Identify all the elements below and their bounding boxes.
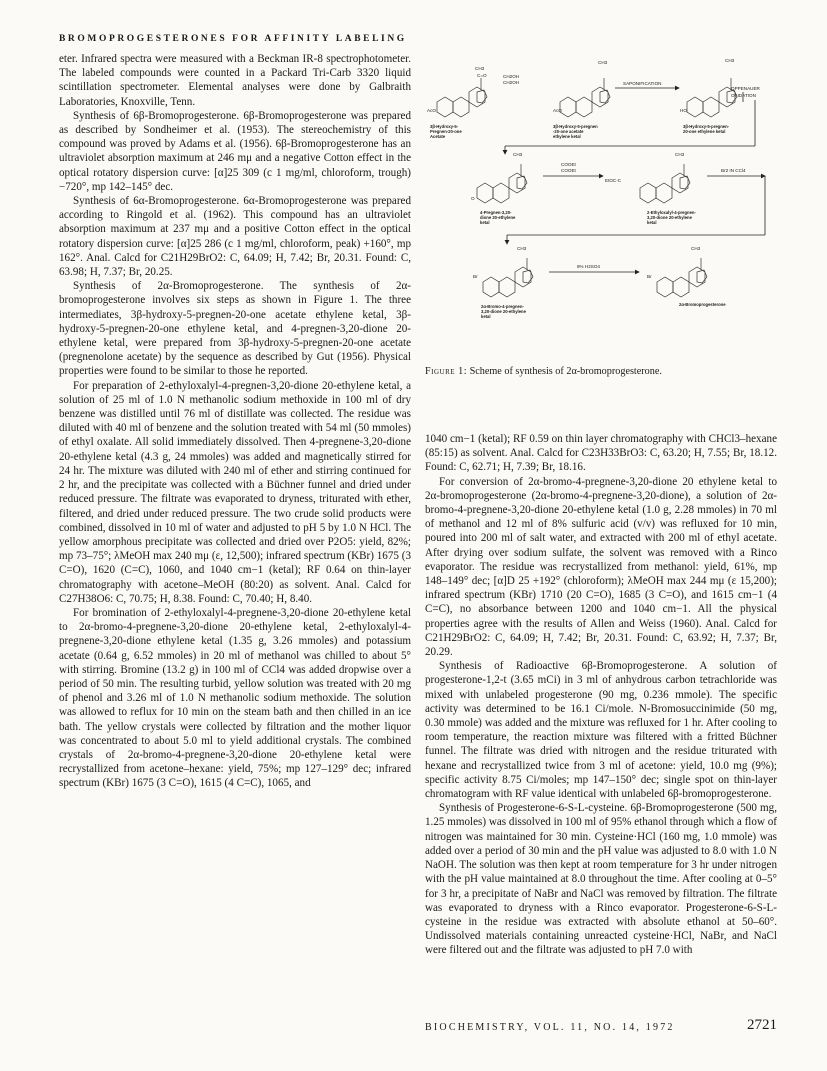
aco-label: AcO <box>427 108 436 113</box>
compound-1-structure <box>427 66 487 139</box>
compound-4-name-line: dione 20-ethylene <box>480 215 516 220</box>
compound-5-name-line: 2-Ethyloxalyl-4-pregnen- <box>647 210 696 215</box>
page-footer <box>425 1017 777 1033</box>
ch3-label: CH3 <box>691 246 701 251</box>
aco-label: AcO <box>553 108 562 113</box>
reagent-oxalate-1: COOEt <box>561 162 576 167</box>
paragraph: For conversion of 2α-bromo-4-pregnene-3,20-dione 20 ethylene ketal to 2α-bromoprogesterone (2α-bromo-4-pregnene-3,20-dione), a solution of 2α-bromo-4-pregnene-3,20-dione 20-ethylene ketal (1.0 g, 2.28 mmoles) in 70 ml of methanol and 12 ml of 8% sulfuric acid (v/v) was refluxed for 10 min, poured into 200 ml of salt water, and extracted with 200 ml of ethyl acetate. After drying over sodium sulfate, the solvent was removed with a Rinco evaporator. The residue was recrystallized from methanol: yield, 61%, mp 148–149° dec; [α]D 25 +192° (chloroform); λMeOH max 244 mμ (ε 15,200); infrared spectrum (KBr) 1710 (20 C=O), 1685 (3 C=O), and 1615 cm−1 (4 C=C), no absorbance between 1200 and 1040 cm−1. All the physical properties agree with the results of Allen and Weiss (1960). Anal. Calcd for C21H29BrO2: C, 64.09; H, 7.42; Br, 20.31. Found: C, 63.92; H, 7.37; Br, 20.29. <box>425 475 777 659</box>
left-column <box>59 52 411 791</box>
compound-6-name-line: ketal <box>481 314 491 319</box>
co-label: C=O <box>477 73 487 78</box>
br-label: Br <box>647 274 652 279</box>
compound-1-name-line: Pregnen-20-one <box>430 129 462 134</box>
paragraph: eter. Infrared spectra were measured with a Beckman IR-8 spectrophotometer. The labeled compounds were counted in a Packard Tri-Carb 3320 liquid scintillation spectrometer. Elemental analyses were done by Galbraith Laboratories, Knoxville, Tenn. <box>59 53 411 108</box>
ch3-label: CH3 <box>675 152 685 157</box>
paragraph: Synthesis of Radioactive 6β-Bromoprogesterone. A solution of progesterone-1,2-t (3.65 mCi) in 3 ml of anhydrous carbon tetrachloride was mixed with unlabeled progesterone (90 mg, 0.236 mmole). The specific activity was determined to be 16.1 Ci/mole. N-Bromosuccinimide (50 mg, 0.30 mmole) was added and the mixture was refluxed for 1 hr. After cooling to room temperature, the reaction mixture was filtered with a fritted Büchner funnel. The filtrate was dried with nitrogen and the residue triturated with hexane and recrystallized twice from 3 ml of acetone: yield, 10.0 mg (9%); specific activity 8.75 Ci/moles; mp 147–150° dec; single spot on thin-layer chromatogram with RF value identical with unlabeled 6β-bromoprogesterone. <box>425 660 777 801</box>
running-head: BROMOPROGESTERONES FOR AFFINITY LABELING <box>59 34 407 44</box>
paragraph: Synthesis of 6β-Bromoprogesterone. 6β-Bromoprogesterone was prepared as described by Sondheimer et al. (1953). The stereochemistry of this compound was proved by Adams et al. (1956). 6β-Bromoprogesterone has an ultraviolet absorption maximum at 246 mμ and a negative Cotton effect in the optical rotatory dispersion curve: [α]25 309 (c 1 mg/ml, chloroform, trough) −720°, mp 142–145° dec. <box>59 109 411 193</box>
paragraph: For preparation of 2-ethyloxalyl-4-pregnen-3,20-dione 20-ethylene ketal, a solution of 25 ml of 1.0 N methanolic sodium methoxide in 100 ml of dry benzene was distilled until 76 ml of distillate was collected. The residue was diluted with 40 ml of benzene and the solution treated with 54 ml (50 mmoles) of ethyl oxalate. All solid immediately dissolved. Then 4-pregnene-3,20-dione 20-ethylene ketal (4.3 g, 24 mmoles) was added and magnetically stirred for 24 hr. The mixture was diluted with 240 ml of ether and stirring continued for 2 hr, and the precipitate was collected with a Büchner funnel and dried under reduced pressure. The filtrate was evaporated to dryness, triturated with ether, filtered, and dried under reduced pressure. The two crude solid products were combined, dissolved in 10 ml of water and adjusted to pH 5 by 1.0 N HCl. The yellow amorphous precipitate was collected and dried over P2O5: yield, 82%; mp 73–75°; λMeOH max 240 mμ (ε, 12,500); infrared spectrum (KBr) 1675 (3 C=O), 1620 (C=C), 1060, and 1040 cm−1 (ketal); RF 0.64 on thin-layer chromatography with acetone–MeOH (80:20) as solvent. Anal. Calcd for C27H38O6: C, 70.75; H, 8.38. Found: C, 70.40; H, 8.40. <box>59 379 411 605</box>
compound-2-name-line: ethylene ketal <box>553 134 581 139</box>
ho-label: HO <box>680 108 687 113</box>
compound-4-name-line: 4-Pregnen-3,20- <box>480 210 512 215</box>
compound-3-name-line: 20-one ethylene ketal <box>683 129 726 134</box>
compound-2-name-line: 3β-Hydroxy-5-pregnen <box>553 124 598 129</box>
compound-2-name-line: -20-one acetate <box>553 129 584 134</box>
reagent-saponification: SAPONIFICATION <box>623 81 662 86</box>
compound-3-structure <box>680 58 737 134</box>
reagent-glycol-2: CH2OH <box>503 80 520 85</box>
ch3-label: CH3 <box>725 58 735 63</box>
figure-label: Figure 1: <box>425 366 468 377</box>
journal-citation: BIOCHEMISTRY, VOL. 11, NO. 14, 1972 <box>425 1022 675 1033</box>
ch3-label: CH3 <box>517 246 527 251</box>
compound-6-name-line: 3,20-dione 20-ethylene <box>481 309 526 314</box>
compound-6-name-line: 2α-Bromo-4-pregnen- <box>481 304 524 309</box>
compound-1-name-line: 3β-Hydroxy-5- <box>430 124 459 129</box>
reagent-oxalate-2: COOEt <box>561 168 576 173</box>
compound-5-name-line: ketal <box>647 220 657 225</box>
ch3-label: CH3 <box>513 152 523 157</box>
right-column <box>425 432 777 958</box>
o-label: O <box>471 196 475 201</box>
page-number: 2721 <box>747 1017 777 1033</box>
paragraph: For bromination of 2-ethyloxalyl-4-pregnene-3,20-dione 20-ethylene ketal to 2α-bromo-4-pregnene-3,20-dione 20-ethylene ketal, 2-ethyloxalyl-4-pregnene-3,20-dione ethylene ketal (1.35 g, 3.26 mmoles) and potassium acetate (0.64 g, 6.52 mmoles) in 20 ml of methanol was chilled to about 5° with stirring. Bromine (13.2 g) in 100 ml of CCl4 was added dropwise over a period of 50 min. The resulting turbid, yellow solution was treated with 20 mg of phenol and 3.26 ml of 1.0 N methanolic sodium methoxide. The solution was allowed to reflux for 10 min on the steam bath and then chilled in an ice bath. The yellow crystals were collected by filtration and the mother liquor was concentrated to about 5.0 ml to yield additional crystals. The combined crystals of 2α-bromo-4-pregnene-3,20-dione 20-ethylene ketal were recrystallized from acetone–hexane: yield, 75%; mp 127–129° dec; infrared spectrum (KBr) 1675 (3 C=O), 1615 (4 C=C), 1065, and <box>59 606 411 790</box>
reagent-bromine: Br2 IN CCl4 <box>721 168 746 173</box>
compound-4-name-line: ketal <box>480 220 490 225</box>
paragraph: Synthesis of 6α-Bromoprogesterone. 6α-Bromoprogesterone was prepared according to Ringold et al. (1962). This compound has an ultraviolet absorption maximum at 237 mμ and a positive Cotton effect in the optical rotatory dispersion curve: [α]25 286 (c 1 mg/ml, chloroform, peak) +160°, mp 162°. Anal. Calcd for C21H29BrO2: C, 64.09; H, 7.42; Br, 20.31. Found: C, 63.98; H, 7.37; Br, 20.25. <box>59 195 411 279</box>
paragraph: 1040 cm−1 (ketal); RF 0.59 on thin layer chromatography with CHCl3–hexane (85:15) as solvent. Anal. Calcd for C23H33BrO3: C, 63.20; H, 7.55; Br, 18.12. Found: C, 62.71; H, 7.39; Br, 18.16. <box>425 433 777 474</box>
compound-4-structure <box>471 152 527 225</box>
caption-text: Scheme of synthesis of 2α-bromoprogesterone. <box>467 366 662 377</box>
reagent-oxidation: OXIDATION <box>731 93 756 98</box>
br-label: Br <box>473 274 478 279</box>
ch3-label: CH3 <box>475 66 485 71</box>
synthesis-scheme-figure <box>425 50 777 350</box>
synthesis-scheme-diagram <box>425 50 777 350</box>
compound-7-name: 2α-Bromoprogesterone <box>679 302 726 307</box>
compound-1-name-line: Acetate <box>430 134 446 139</box>
reagent-glycol-1: CH2OH <box>503 74 520 79</box>
reagent-acid: 8% H2SO4 <box>577 264 600 269</box>
compound-5-structure <box>605 152 696 225</box>
compound-6-structure <box>473 246 533 319</box>
ch3-label: CH3 <box>598 60 608 65</box>
figure-caption <box>425 365 777 378</box>
compound-5-name-line: 3,20-dione 20-ethylene <box>647 215 692 220</box>
compound-2-structure <box>553 60 610 139</box>
etoco-label: EtOC-C <box>605 178 622 183</box>
compound-3-name-line: 3β-Hydroxy-5-pregnen- <box>683 124 730 129</box>
paragraph: Synthesis of 2α-Bromoprogesterone. The synthesis of 2α-bromoprogesterone involves six steps as shown in Figure 1. The three intermediates, 3β-hydroxy-5-pregnen-20-one acetate ethylene ketal, 3β-hydroxy-5-pregnen-20-one ethylene ketal, and 4-pregnen-3,20-dione 20-ethylene ketal, were prepared from 3β-hydroxy-5-pregnen-20-one acetate (pregnenolone acetate) by the sequence as described by Gut (1956). Physical properties were found to be similar to those he reported. <box>59 280 411 378</box>
reagent-oppenauer: OPPENAUER <box>731 86 760 91</box>
paragraph: Synthesis of Progesterone-6-S-L-cysteine. 6β-Bromoprogesterone (500 mg, 1.25 mmoles) was dissolved in 100 ml of 95% ethanol through which a flow of nitrogen was maintained for 30 min. Cysteine·HCl (160 mg, 1.0 mmole) was added over a period of 30 min and the pH value was adjusted to 8.0 with 1.0 N NaOH. The solution was then kept at room temperature for 3 hr under nitrogen with the pH value maintained at 8.0 throughout the time. After cooling at 0–5° for 3 hr, a precipitate of NaBr and NaCl was removed by filtration. The filtrate was evaporated to dryness with a Rinco evaporator. Progesterone-6-S-L-cysteine in the residue was extracted with absolute ethanol at 50–60°. Undissolved materials containing unreacted cysteine·HCl, NaBr, and NaCl were filtered out and the filtrate was adjusted to pH 7.0 with <box>425 802 777 957</box>
compound-7-structure <box>647 246 726 307</box>
